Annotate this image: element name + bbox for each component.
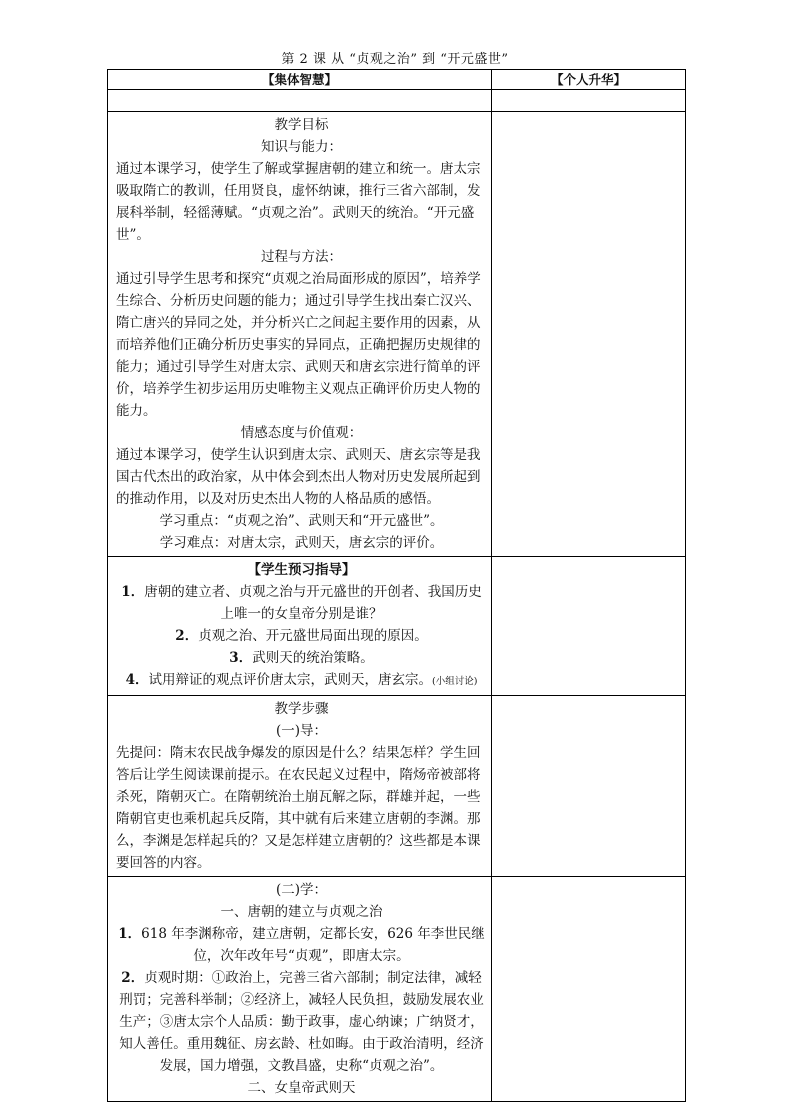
learn-heading: (二)学： — [275, 882, 328, 898]
teaching-goals-cell — [108, 112, 492, 557]
reflection-cell-learn — [492, 877, 686, 1102]
learn-row — [108, 877, 686, 1102]
point-1-number: 1． — [118, 926, 142, 942]
question-1-text: 唐朝的建立者、贞观之治与开元盛世的开创者、我国历史上唯一的女皇帝分别是谁？ — [144, 584, 482, 622]
question-3-text: 武则天的统治策略。 — [252, 650, 374, 666]
blank-row — [108, 90, 686, 112]
page-title: 第 2 课 从 “贞观之治” 到 “开元盛世” — [281, 52, 509, 67]
table-header-row — [108, 70, 686, 90]
lesson-plan-table — [107, 69, 686, 1102]
learn-point-2 — [116, 967, 487, 1077]
preview-row — [108, 557, 686, 696]
steps-heading: 教学步骤 — [274, 701, 329, 717]
question-2-number: 2． — [175, 628, 199, 644]
key-point: 学习重点：“贞观之治”、武则天和“开元盛世”。 — [159, 513, 444, 529]
emotion-heading: 情感态度与价值观： — [240, 425, 363, 441]
learn-cell — [108, 877, 492, 1102]
question-4-text: 试用辩证的观点评价唐太宗，武则天，唐玄宗。 — [148, 672, 432, 688]
preview-question-1 — [116, 581, 487, 625]
teaching-steps-row — [108, 696, 686, 877]
goals-heading: 教学目标 — [274, 117, 329, 133]
question-3-number: 3． — [229, 650, 253, 666]
knowledge-text: 通过本课学习，使学生了解或掌握唐朝的建立和统一。唐太宗吸取隋亡的教训，任用贤良，虚怀纳谏，推行三省六部制，发展科举制，轻徭薄赋。“贞观之治”。武则天的统治。“开元盛世”。 — [116, 161, 481, 243]
process-text: 通过引导学生思考和探究“贞观之治局面形成的原因”，培养学生综合、分析历史问题的能力；通过引导学生找出秦亡汉兴、隋亡唐兴的异同之处，并分析兴亡之间起主要作用的因素，从而培养他们正确分析历史事实的异同点，正确把握历史规律的能力；通过引导学生对唐太宗、武则天和唐玄宗进行简单的评价，培养学生初步运用历史唯物主义观点正确评价历史人物的能力。 — [116, 271, 481, 419]
point-2-number: 2． — [121, 970, 145, 986]
collective-wisdom-header: 【集体智慧】 — [108, 70, 492, 90]
difficulty: 学习难点：对唐太宗，武则天，唐玄宗的评价。 — [159, 535, 444, 551]
point-2-text: 贞观时期：①政治上，完善三省六部制；制定法律，减轻刑罚；完善科举制；②经济上，减轻人民负担，鼓励发展农业生产；③唐太宗个人品质：勤于政事，虚心纳谏；广纳贤才，知人善任。重用魏征、房玄龄、杜如晦。由于政治清明，经济发展，国力增强，文教昌盛，史称“贞观之治”。 — [119, 970, 484, 1074]
emotion-text: 通过本课学习，使学生认识到唐太宗、武则天、唐玄宗等是我国古代杰出的政治家，从中体会到杰出人物对历史发展所起到的推动作用，以及对历史杰出人物的人格品质的感悟。 — [116, 447, 481, 507]
section-1-title: 一、唐朝的建立与贞观之治 — [220, 904, 383, 920]
guide-text: 先提问：隋末农民战争爆发的原因是什么？结果怎样？学生回答后让学生阅读课前提示。在农民起义过程中，隋炀帝被部将杀死，隋朝灭亡。在隋朝统治土崩瓦解之际，群雄并起，一些隋朝官吏也乘机起兵反隋，其中就有后来建立唐朝的李渊。那么，李渊是怎样起兵的？又是怎样建立唐朝的？这些都是本课要回答的内容。 — [116, 745, 481, 871]
personal-reflection-header: 【个人升华】 — [492, 70, 686, 90]
teaching-goals-row — [108, 112, 686, 557]
reflection-cell-preview — [492, 557, 686, 696]
learn-point-1 — [116, 923, 487, 967]
question-4-number: 4． — [125, 672, 149, 688]
preview-cell — [108, 557, 492, 696]
preview-question-2 — [116, 625, 487, 647]
preview-heading: 【学生预习指导】 — [247, 562, 356, 578]
point-1-text: 618 年李渊称帝，建立唐朝，定都长安，626 年李世民继位，次年改年号“贞观”，即唐太宗。 — [141, 926, 485, 964]
blank-cell-left — [108, 90, 492, 112]
reflection-cell-steps — [492, 696, 686, 877]
section-2-title: 二、女皇帝武则天 — [247, 1080, 356, 1096]
question-1-number: 1． — [121, 584, 145, 600]
reflection-cell-goals — [492, 112, 686, 557]
preview-question-4 — [116, 669, 487, 693]
question-2-text: 贞观之治、开元盛世局面出现的原因。 — [198, 628, 428, 644]
guide-heading: (一)导： — [275, 723, 328, 739]
teaching-steps-cell — [108, 696, 492, 877]
blank-cell-right — [492, 90, 686, 112]
knowledge-heading: 知识与能力： — [261, 139, 342, 155]
preview-question-3 — [116, 647, 487, 669]
group-discussion-note: (小组讨论) — [431, 676, 478, 687]
process-heading: 过程与方法： — [261, 249, 342, 265]
